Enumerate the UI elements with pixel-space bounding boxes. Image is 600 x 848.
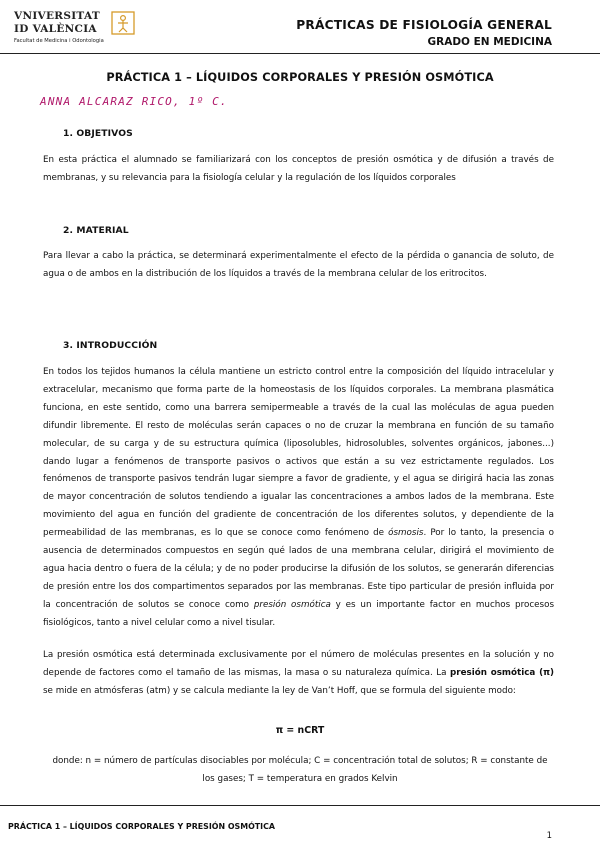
header-divider [0, 53, 600, 54]
footer-divider [0, 805, 600, 806]
intro-italic-osmosis: ósmosis [388, 528, 424, 539]
university-logo [14, 10, 139, 48]
handwritten-name: ANNA ALCARAZ RICO, 1º C. [40, 95, 228, 108]
footer-title: PRÁCTICA 1 – LÍQUIDOS CORPORALES Y PRESIÓN OSMÓTICA [8, 822, 276, 831]
header-title: PRÁCTICAS DE FISIOLOGÍA GENERAL [296, 18, 552, 32]
intro2-text-part-1: La presión osmótica está determinada exclusivamente por el número de moléculas presentes en la solución y no depende de factores como el tamaño de las mismas, la masa o su naturaleza química. La [43, 650, 554, 678]
intro-italic-presion: presión osmótica [253, 599, 331, 610]
section-heading-objetivos: 1. OBJETIVOS [63, 128, 133, 139]
university-emblem-icon [110, 10, 136, 36]
intro-text-part-1: En todos los tejidos humanos la célula mantiene un estricto control entre la composición del líquido intracelular y extracelular, mecanismo que forma parte de la homeostasis de los líquidos corporales. La membrana plasmática funciona, en este sentido, como una barrera semipermeable a través de la cual las moléculas de agua pueden difundir libremente. El resto de moléculas serán capaces o no de cruzar la membrana en función de su tamaño molecular, de su carga y de su estructura química (liposolubles, hidrosolubles, solventes orgánicos, jabones...) dando lugar a fenómenos de transporte pasivos o activos que están a su vez estrictamente regulados. Los fenómenos de transporte pasivos tendrán lugar siempre a favor de gradiente, y el agua se dirigirá hacia las zonas de mayor concentración de solutos tendiendo a igualar las concentraciones a ambos lados de la membrana. Este movimiento del agua en función del gradiente de concentración de los diferentes solutos, y dependiente de la permeabilidad de las membranas, es lo que se conoce como fenómeno de [43, 367, 554, 539]
header-subtitle: GRADO EN MEDICINA [427, 36, 552, 48]
intro-text-part-3: y es un importante factor en muchos procesos fisiológicos, tanto a nivel celular como a nivel tisular. [43, 599, 555, 628]
logo-line-2: ID VALÈNCIA [14, 23, 97, 35]
intro2-text-part-2: se mide en atmósferas (atm) y se calcula mediante la ley de Van’t Hoff, que se formula del siguiente modo: [43, 685, 516, 696]
formula-legend: donde: n = número de partículas disociables por molécula; C = concentración total de solutos; R = constante de los gases; T = temperatura en grados Kelvin [52, 756, 548, 784]
paragraph-introduccion-1 [43, 364, 554, 633]
page-number: 1 [546, 831, 552, 841]
document-title: PRÁCTICA 1 – LÍQUIDOS CORPORALES Y PRESIÓN OSMÓTICA [106, 71, 494, 84]
section-heading-material: 2. MATERIAL [63, 225, 129, 236]
section-heading-introduccion: 3. INTRODUCCIÓN [63, 340, 158, 351]
paragraph-material: Para llevar a cabo la práctica, se determinará experimentalmente el efecto de la pérdida o ganancia de soluto, de agua o de ambos en la distribución de los líquidos a través de la membrana celular de los eritrocitos. [43, 251, 554, 279]
paragraph-objetivos: En esta práctica el alumnado se familiarizará con los conceptos de presión osmótica y de difusión a través de membranas, y su relevancia para la fisiología celular y la regulación de los líquidos corporales [43, 155, 554, 183]
logo-line-3: Facultat de Medicina i Odontologia [14, 38, 104, 44]
vant-hoff-formula: π = nCRT [275, 725, 325, 736]
logo-line-1: VNIVERSITAT [14, 10, 100, 22]
intro-text-part-2: . Por lo tanto, la presencia o ausencia de determinados compuestos en según qué lados de una membrana celular, dirigirá el movimiento de agua hacia dentro o fuera de la célula; y de no poder producirse la difusión de los solutos, se generarán diferencias de presión entre los dos compartimentos separados por las membranas. Este tipo particular de presión influida por la concentración de solutos se conoce como [43, 528, 554, 610]
intro2-bold-term: presión osmótica (π) [450, 667, 554, 678]
paragraph-introduccion-2 [43, 647, 554, 701]
